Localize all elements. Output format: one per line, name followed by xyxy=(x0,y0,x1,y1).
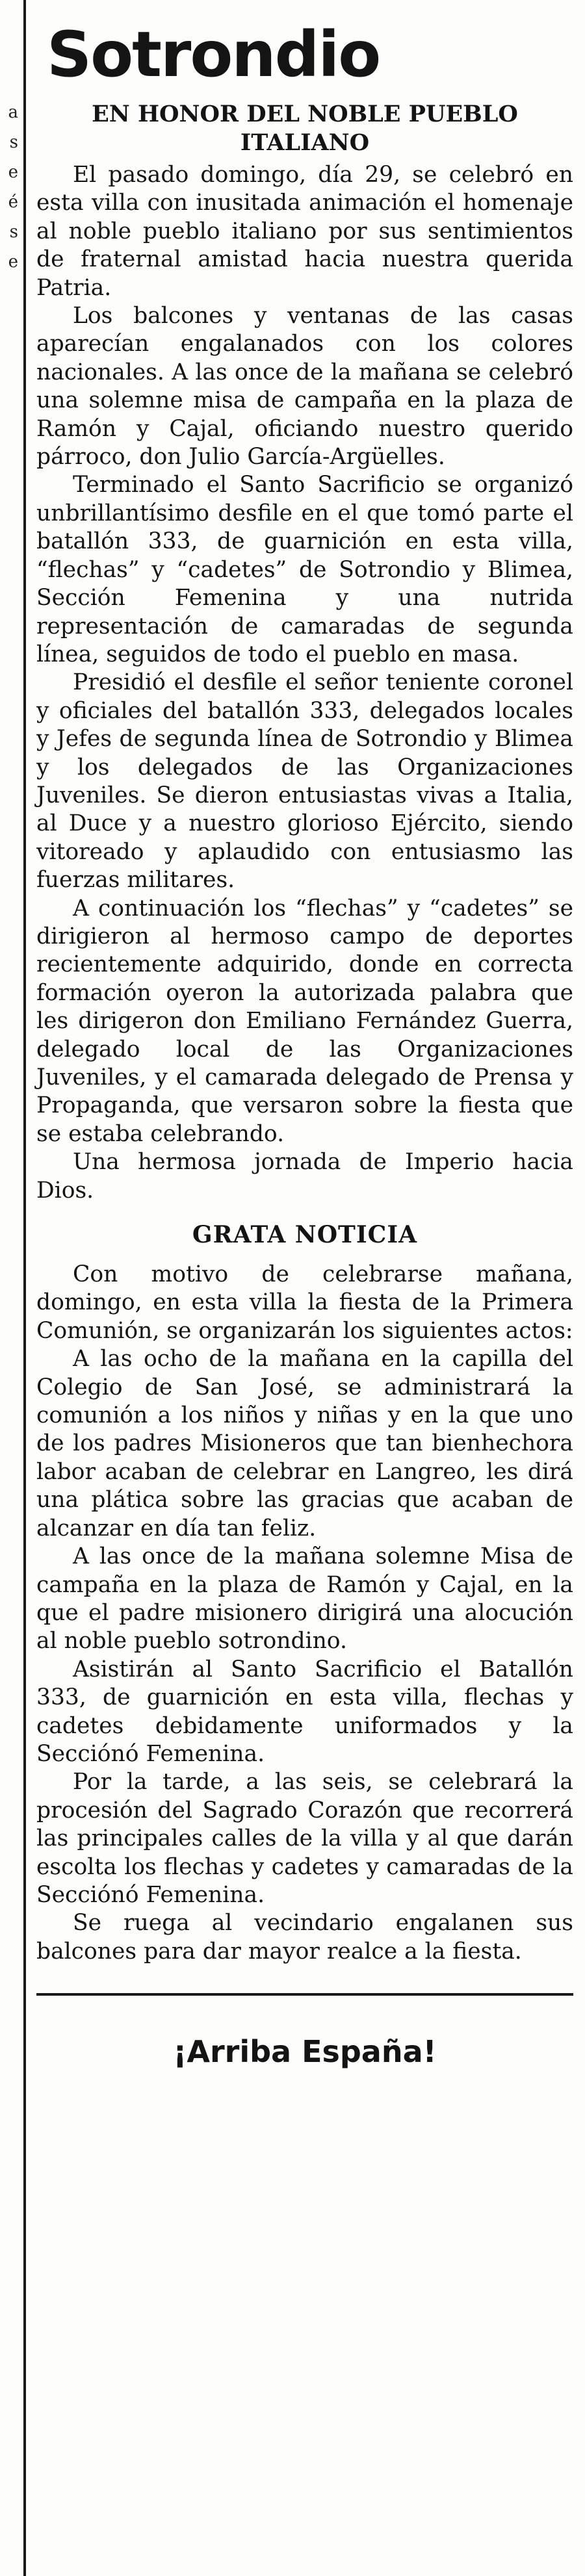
edge-fragment: s xyxy=(9,222,18,242)
article-headline: GRATA NOTICIA xyxy=(192,1221,418,1249)
article-paragraph: Una hermosa jornada de Imperio hacia Dios. xyxy=(36,1149,573,1204)
edge-fragment: e xyxy=(8,162,18,182)
column-divider-rule xyxy=(23,0,26,2576)
article-paragraph: El pasado domingo, día 29, se celebró en esta villa con inusitada animación el homenaje al noble pueblo italiano por sus sentimientos de fraternal amistad hacia nuestra querida Patria. xyxy=(36,162,573,301)
edge-fragment: e xyxy=(8,252,18,272)
article-paragraph: Los balcones y ventanas de las casas aparecían engalanados con los colores nacionales. A las once de la mañana se celebró una solemne misa de campaña en la plaza de Ramón y Cajal, oficiando nuestro querido párroco, don Julio García-Argüelles. xyxy=(36,303,573,470)
article-column xyxy=(36,0,573,2071)
article-paragraph: Se ruega al vecindario engalanen sus balcones para dar mayor realce a la fiesta. xyxy=(36,1910,573,1964)
article-paragraph: Terminado el Santo Sacrificio se organizó unbrillantísimo desfile en el que tomó parte el batallón 333, de guarnición en esta villa, “flechas” y “cadetes” de Sotrondio y Blimea, Sección Femenina y una nutrida representación de camaradas de segunda línea, seguidos de todo el pueblo en masa. xyxy=(36,472,573,667)
article-paragraph: A continuación los “flechas” y “cadetes” se dirigieron al hermoso campo de deportes recientemente adquirido, donde en correcta formación oyeron la autorizada palabra que les dirigeron don Emiliano Fernández Guerra, delegado local de las Organizaciones Juveniles, y el camarada delegado de Prensa y Propaganda, que versaron sobre la fiesta que se estaba celebrando. xyxy=(36,895,573,1147)
article-body xyxy=(36,1261,573,1966)
article-headline: EN HONOR DEL NOBLE PUEBLO ITALIANO xyxy=(92,101,518,156)
adjacent-column-fragments xyxy=(0,97,18,277)
article-body xyxy=(36,161,573,1205)
article-paragraph: Asistirán al Santo Sacrificio el Batallón 333, de guarnición en esta villa, flechas y cadetes debidamente uniformados y la Secciónó Femenina. xyxy=(36,1656,573,1767)
article-paragraph: Con motivo de celebrarse mañana, domingo, en esta villa la fiesta de la Primera Comunión, se organizarán los siguientes actos: xyxy=(36,1261,573,1344)
article-paragraph: A las once de la mañana solemne Misa de campaña en la plaza de Ramón y Cajal, en la que el padre misionero dirigirá una alocución al noble pueblo sotrondino. xyxy=(36,1543,573,1655)
section-masthead: Sotrondio xyxy=(47,18,380,91)
edge-fragment: a xyxy=(8,103,18,122)
article-paragraph: Presidió el desfile el señor teniente coronel y oficiales del batallón 333, delegados locales y Jefes de segunda línea de Sotrondio y Blimea y los delegados de las Organizaciones Juveniles. Se dieron entusiastas vivas a Italia, al Duce y a nuestro glorioso Ejército, siendo vitoreado y aplaudido con entusiasmo las fuerzas militares. xyxy=(36,669,573,894)
article-paragraph: A las ocho de la mañana en la capilla del Colegio de San José, se administrará la comunión a los niños y niñas y en la que uno de los padres Misioneros que tan bienhechora labor acaban de celebrar en Langreo, les dirá una plática sobre las gracias que acaban de alcanzar en día tan feliz. xyxy=(36,1346,573,1541)
edge-fragment: é xyxy=(8,192,18,212)
section-divider-rule xyxy=(36,1993,573,1996)
article-paragraph: Por la tarde, a las seis, se celebrará la procesión del Sagrado Corazón que recorrerá las principales calles de la villa y al que darán escolta los flechas y cadetes y camaradas de la Secciónó Femenina. xyxy=(36,1769,573,1908)
edge-fragment: s xyxy=(9,133,18,152)
closing-slogan: ¡Arriba España! xyxy=(173,2034,437,2070)
